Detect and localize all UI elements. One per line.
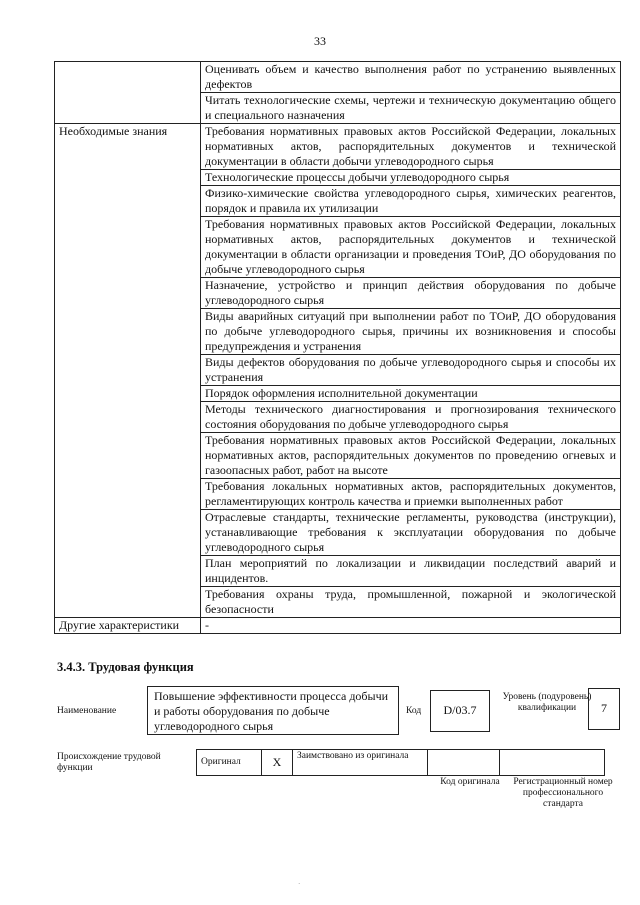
requirement-item: Требования нормативных правовых актов Российской Федерации, локальных нормативных актов, распорядительных документов и технической документации в области организации и проведения ТОиР, ДО оборудования по добыче углеводородного сырья xyxy=(201,217,621,278)
qualification-level-box: 7 xyxy=(588,688,620,730)
requirement-item: Виды дефектов оборудования по добыче углеводородного сырья и способы их устранения xyxy=(201,355,621,386)
footer-mark: · xyxy=(298,880,301,888)
requirement-item: Требования нормативных правовых актов Российской Федерации, локальных нормативных актов, распорядительных документов и технической документации в области добычи углеводородного сырья xyxy=(201,124,621,170)
function-code-box: D/03.7 xyxy=(430,690,490,732)
requirement-item: Методы технического диагностирования и прогнозирования технического состояния оборудования по добыче углеводородного сырья xyxy=(201,402,621,433)
requirement-item: Требования локальных нормативных актов, распорядительных документов, регламентирующих контроль качества и приемки выполненных работ xyxy=(201,479,621,510)
origin-code-cell xyxy=(428,750,500,776)
table-row xyxy=(55,62,621,93)
code-label: Код xyxy=(406,706,422,716)
name-label: Наименование xyxy=(57,706,117,716)
requirement-item: Порядок оформления исполнительной документации xyxy=(201,386,621,402)
requirement-item: Назначение, устройство и принцип действия оборудования по добыче углеводородного сырья xyxy=(201,278,621,309)
origin-table xyxy=(196,749,605,776)
borrowed-label: Заимствовано из оригинала xyxy=(293,750,428,776)
row-category-label: Необходимые знания xyxy=(55,124,201,618)
function-name-box: Повышение эффективности процесса добычи и работы оборудования по добыче углеводородного сырья xyxy=(147,686,399,735)
section-title: 3.4.3. Трудовая функция xyxy=(57,660,194,674)
requirement-item: - xyxy=(201,618,621,634)
requirement-item: Отраслевые стандарты, технические регламенты, руководства (инструкции), устанавливающие требования к эксплуатации оборудования по добыче углеводородного сырья xyxy=(201,510,621,556)
requirement-item: План мероприятий по локализации и ликвидации последствий аварий и инцидентов. xyxy=(201,556,621,587)
origin-label: Происхождение трудовой функции xyxy=(57,752,161,773)
original-label: Оригинал xyxy=(197,750,262,776)
requirement-item: Требования нормативных правовых актов Российской Федерации, локальных нормативных актов, распорядительных документов по проведению огневых и газоопасных работ, работ на высоте xyxy=(201,433,621,479)
original-mark: X xyxy=(262,750,293,776)
skills-knowledge-table xyxy=(54,61,621,634)
table-row xyxy=(55,618,621,634)
row-category-label xyxy=(55,62,201,124)
origin-reg-number-cell xyxy=(500,750,605,776)
row-category-label: Другие характеристики xyxy=(55,618,201,634)
requirement-item: Физико-химические свойства углеводородного сырья, химических реагентов, порядок и правила их утилизации xyxy=(201,186,621,217)
page-number: 33 xyxy=(314,34,326,48)
origin-code-caption: Код оригинала xyxy=(440,777,500,787)
table-row xyxy=(55,124,621,170)
requirement-item: Виды аварийных ситуаций при выполнении работ по ТОиР, ДО оборудования по добыче углеводородного сырья, причины их возникновения и способы предупреждения и устранения xyxy=(201,309,621,355)
requirement-item: Читать технологические схемы, чертежи и техническую документацию общего и специального назначения xyxy=(201,93,621,124)
reg-number-caption: Регистрационный номер профессионального стандарта xyxy=(513,777,613,809)
requirement-item: Требования охраны труда, промышленной, пожарной и экологической безопасности xyxy=(201,587,621,618)
requirement-item: Оценивать объем и качество выполнения работ по устранению выявленных дефектов xyxy=(201,62,621,93)
requirement-item: Технологические процессы добычи углеводородного сырья xyxy=(201,170,621,186)
qualification-level-label: Уровень (подуровень) квалификации xyxy=(502,692,592,713)
